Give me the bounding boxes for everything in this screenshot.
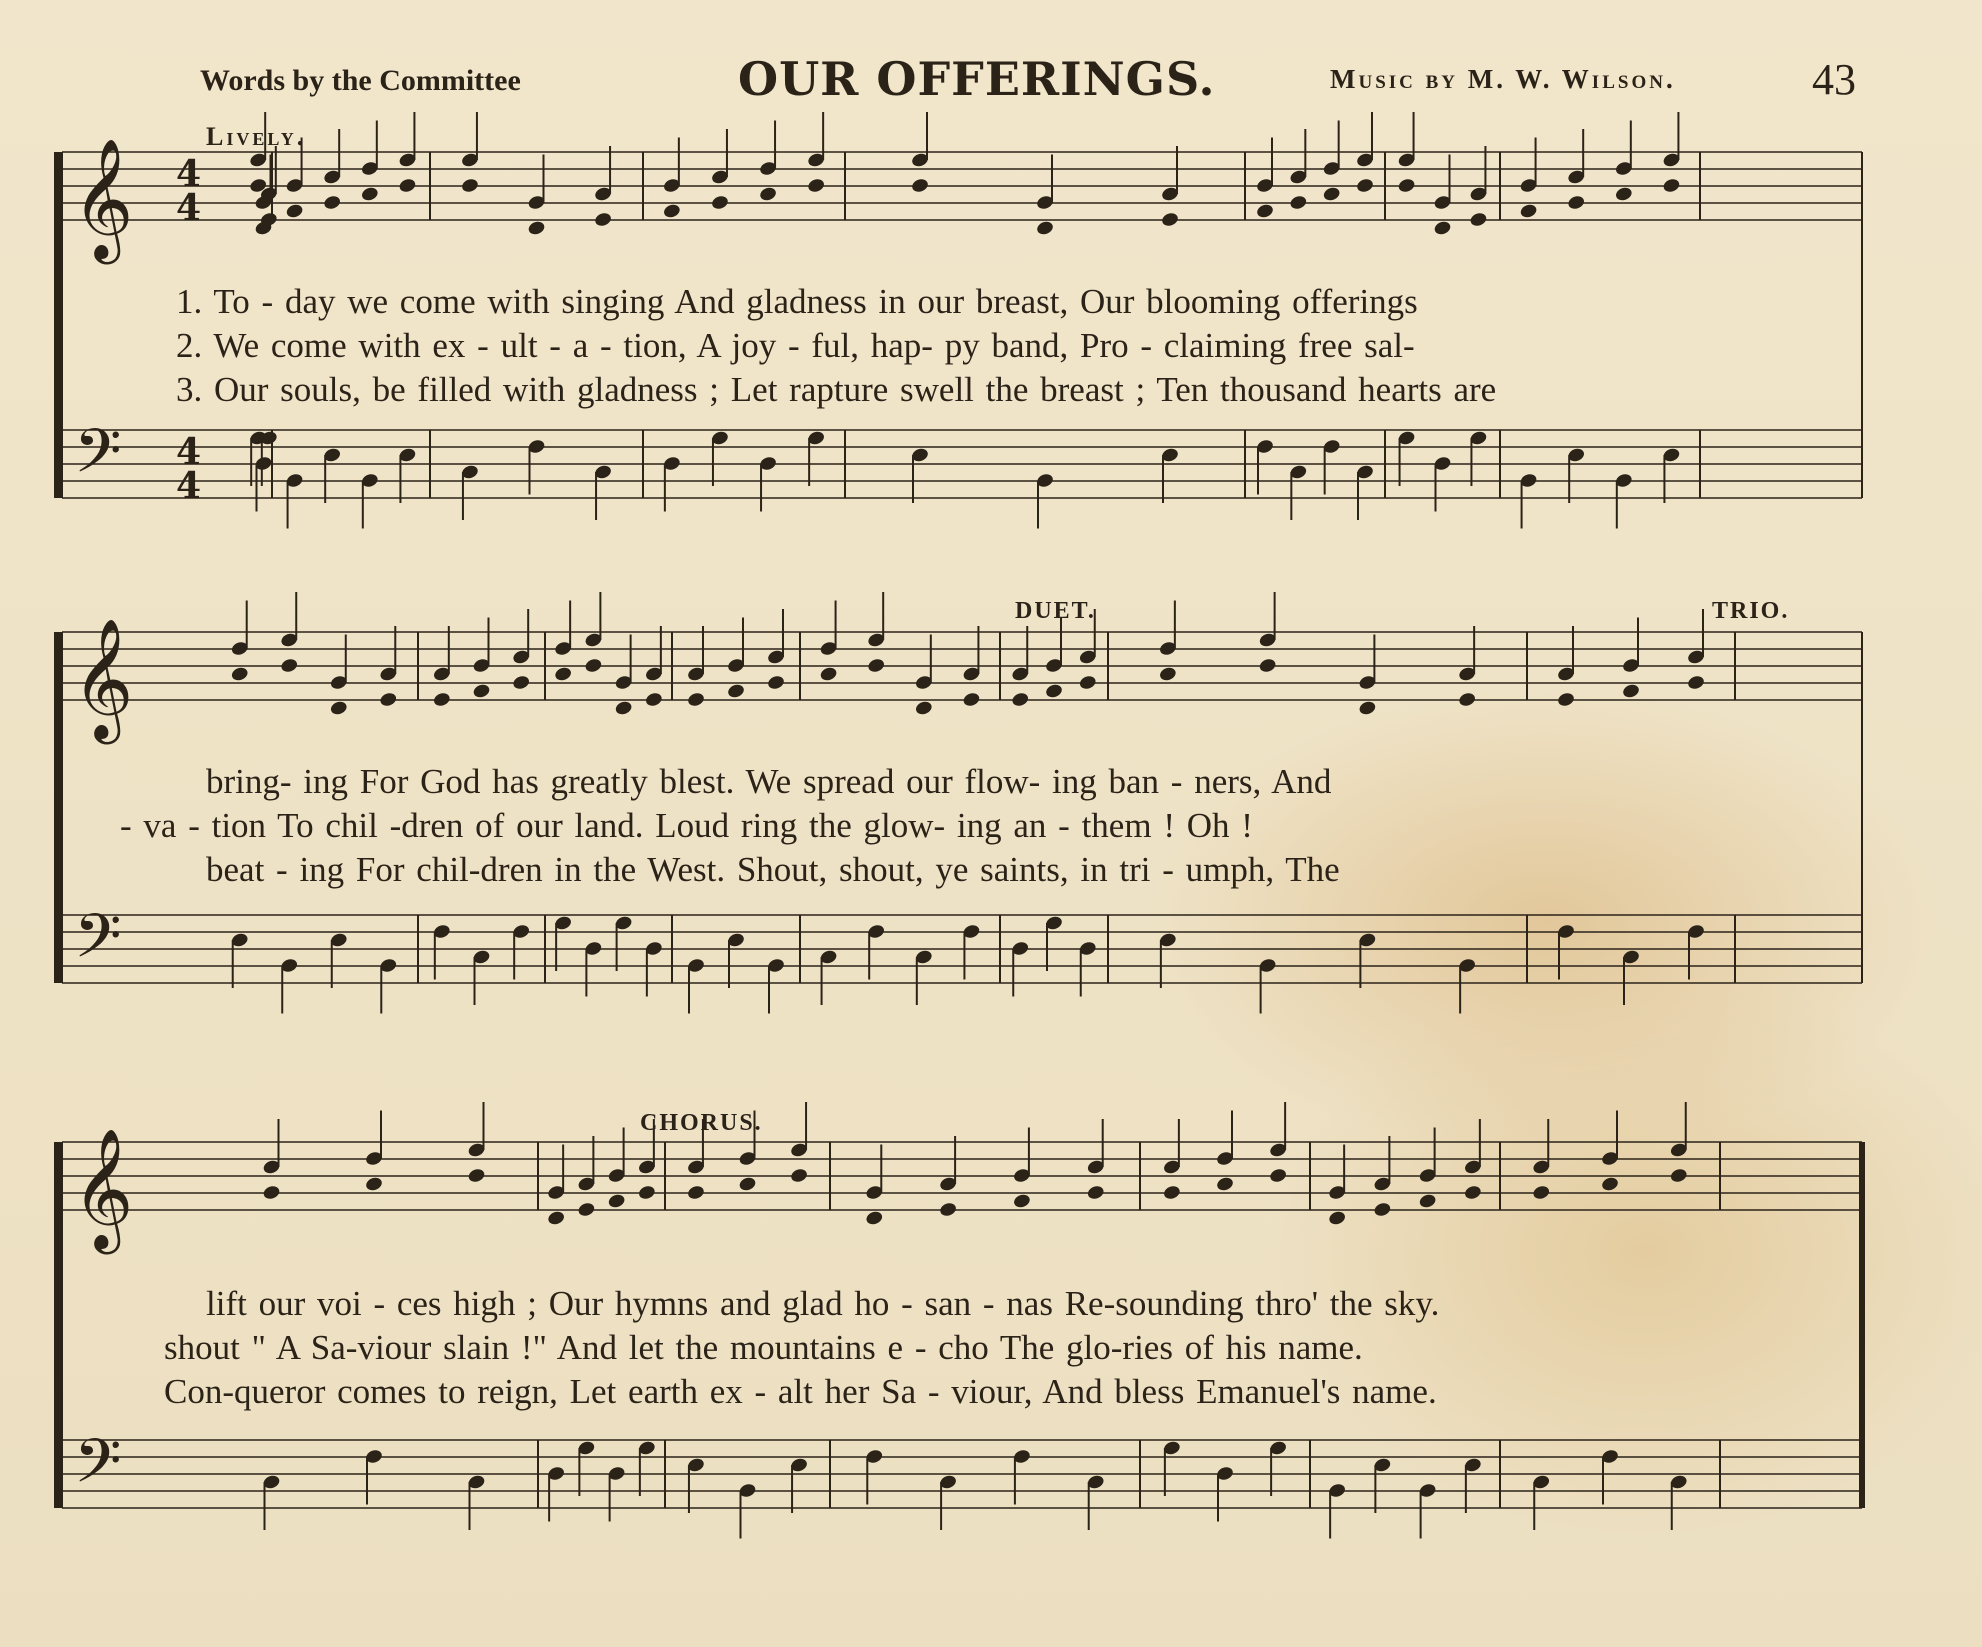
page-number: 43 bbox=[1812, 55, 1856, 104]
system-1-verse-2: 2. We come with ex - ult - a - tion, A joy - ful, hap- py band, Pro - claiming free sal- bbox=[176, 326, 1415, 365]
page-title: OUR OFFERINGS. bbox=[738, 52, 1216, 106]
note-head bbox=[865, 1210, 884, 1227]
treble-clef: 𝄞 bbox=[72, 617, 134, 739]
duet-marking: DUET. bbox=[1015, 598, 1096, 624]
note-head bbox=[460, 177, 479, 194]
note-head bbox=[686, 1184, 705, 1201]
note-head bbox=[467, 1167, 486, 1184]
treble-clef: 𝄞 bbox=[72, 137, 134, 259]
system-bar bbox=[54, 1142, 61, 1508]
note-head bbox=[1567, 194, 1586, 211]
note-head bbox=[472, 683, 491, 700]
system-bar bbox=[54, 632, 61, 983]
note-head bbox=[939, 1201, 958, 1218]
note-head bbox=[398, 177, 417, 194]
note-head bbox=[512, 674, 531, 691]
note-head bbox=[1463, 1184, 1482, 1201]
note-head bbox=[1086, 1184, 1105, 1201]
note-head bbox=[1162, 1184, 1181, 1201]
note-head bbox=[1012, 1193, 1031, 1210]
note-head bbox=[1358, 700, 1377, 717]
system-2-verse-1: bring- ing For God has greatly blest. We spread our flow- ing ban - ners, And bbox=[206, 762, 1332, 801]
note-head bbox=[807, 177, 826, 194]
note-head bbox=[644, 691, 663, 708]
note-head bbox=[962, 691, 981, 708]
note-head bbox=[262, 1184, 281, 1201]
note-head bbox=[766, 674, 785, 691]
system-bar bbox=[54, 152, 61, 498]
note-head bbox=[584, 657, 603, 674]
time-signature: 4 bbox=[176, 153, 202, 195]
bass-clef: 𝄢 bbox=[74, 1426, 122, 1512]
note-head bbox=[360, 186, 379, 203]
note-head bbox=[1433, 220, 1452, 237]
note-head bbox=[593, 211, 612, 228]
note-head bbox=[1160, 211, 1179, 228]
note-head bbox=[607, 1193, 626, 1210]
note-head bbox=[1044, 683, 1063, 700]
note-head bbox=[1373, 1201, 1392, 1218]
time-signature: 4 bbox=[176, 431, 202, 473]
note-head bbox=[1258, 657, 1277, 674]
note-head bbox=[285, 203, 304, 220]
note-head bbox=[379, 691, 398, 708]
note-head bbox=[1669, 1167, 1688, 1184]
note-head bbox=[1614, 186, 1633, 203]
note-head bbox=[1215, 1176, 1234, 1193]
note-head bbox=[1078, 674, 1097, 691]
system-3-verse-1: lift our voi - ces high ; Our hymns and glad ho - san - nas Re-sounding thro' the sky. bbox=[206, 1284, 1440, 1323]
system-2-verse-2: - va - tion To chil -dren of our land. Loud ring the glow- ing an - them ! Oh ! bbox=[120, 806, 1253, 845]
note-head bbox=[1269, 1167, 1288, 1184]
note-head bbox=[726, 683, 745, 700]
note-head bbox=[662, 203, 681, 220]
system-3-verse-2: shout " A Sa-viour slain !" And let the mountains e - cho The glo-ries of his name. bbox=[164, 1328, 1363, 1367]
note-head bbox=[1686, 674, 1705, 691]
note-head bbox=[577, 1201, 596, 1218]
note-head bbox=[547, 1210, 566, 1227]
note-head bbox=[1255, 203, 1274, 220]
system-1-verse-3: 3. Our souls, be filled with gladness ; Let rapture swell the breast ; Ten thousand hearts are bbox=[176, 370, 1497, 409]
trio-marking: TRIO. bbox=[1712, 598, 1790, 624]
note-head bbox=[1519, 203, 1538, 220]
note-head bbox=[614, 700, 633, 717]
time-signature: 4 bbox=[176, 187, 202, 229]
note-head bbox=[527, 220, 546, 237]
note-head bbox=[280, 657, 299, 674]
treble-clef: 𝄞 bbox=[72, 1127, 134, 1249]
note-head bbox=[1662, 177, 1681, 194]
note-head bbox=[1532, 1184, 1551, 1201]
tempo-marking: Lively. bbox=[206, 122, 307, 151]
note-head bbox=[1397, 177, 1416, 194]
note-head bbox=[819, 666, 838, 683]
note-head bbox=[1418, 1193, 1437, 1210]
note-head bbox=[637, 1184, 656, 1201]
note-head bbox=[554, 666, 573, 683]
system-2-verse-3: beat - ing For chil-dren in the West. Shout, shout, ye saints, in tri - umph, The bbox=[206, 850, 1340, 889]
note-head bbox=[1556, 691, 1575, 708]
note-head bbox=[230, 666, 249, 683]
note-head bbox=[1035, 220, 1054, 237]
note-head bbox=[1355, 177, 1374, 194]
words-credit: Words by the Committee bbox=[200, 64, 521, 97]
note-head bbox=[1600, 1176, 1619, 1193]
note-head bbox=[329, 700, 348, 717]
note-head bbox=[1289, 194, 1308, 211]
note-head bbox=[323, 194, 342, 211]
note-head bbox=[710, 194, 729, 211]
system-3-verse-3: Con-queror comes to reign, Let earth ex - alt her Sa - viour, And bless Emanuel's name. bbox=[164, 1372, 1437, 1411]
music-credit: Music by M. W. Wilson. bbox=[1330, 64, 1676, 94]
note-head bbox=[910, 177, 929, 194]
note-head bbox=[867, 657, 886, 674]
system-1-verse-1: 1. To - day we come with singing And gladness in our breast, Our blooming offerings bbox=[176, 282, 1418, 321]
note-head bbox=[914, 700, 933, 717]
note-head bbox=[1621, 683, 1640, 700]
note-head bbox=[738, 1176, 757, 1193]
note-head bbox=[1158, 666, 1177, 683]
note-head bbox=[686, 691, 705, 708]
note-head bbox=[364, 1176, 383, 1193]
time-signature: 4 bbox=[176, 465, 202, 507]
note-head bbox=[789, 1167, 808, 1184]
chorus-marking: CHORUS. bbox=[640, 1110, 763, 1136]
note-head bbox=[1011, 691, 1030, 708]
bass-clef: 𝄢 bbox=[74, 901, 122, 987]
note-head bbox=[758, 186, 777, 203]
note-head bbox=[432, 691, 451, 708]
bass-clef: 𝄢 bbox=[74, 416, 122, 502]
note-head bbox=[1322, 186, 1341, 203]
note-head bbox=[1469, 211, 1488, 228]
note-head bbox=[1328, 1210, 1347, 1227]
note-head bbox=[1458, 691, 1477, 708]
